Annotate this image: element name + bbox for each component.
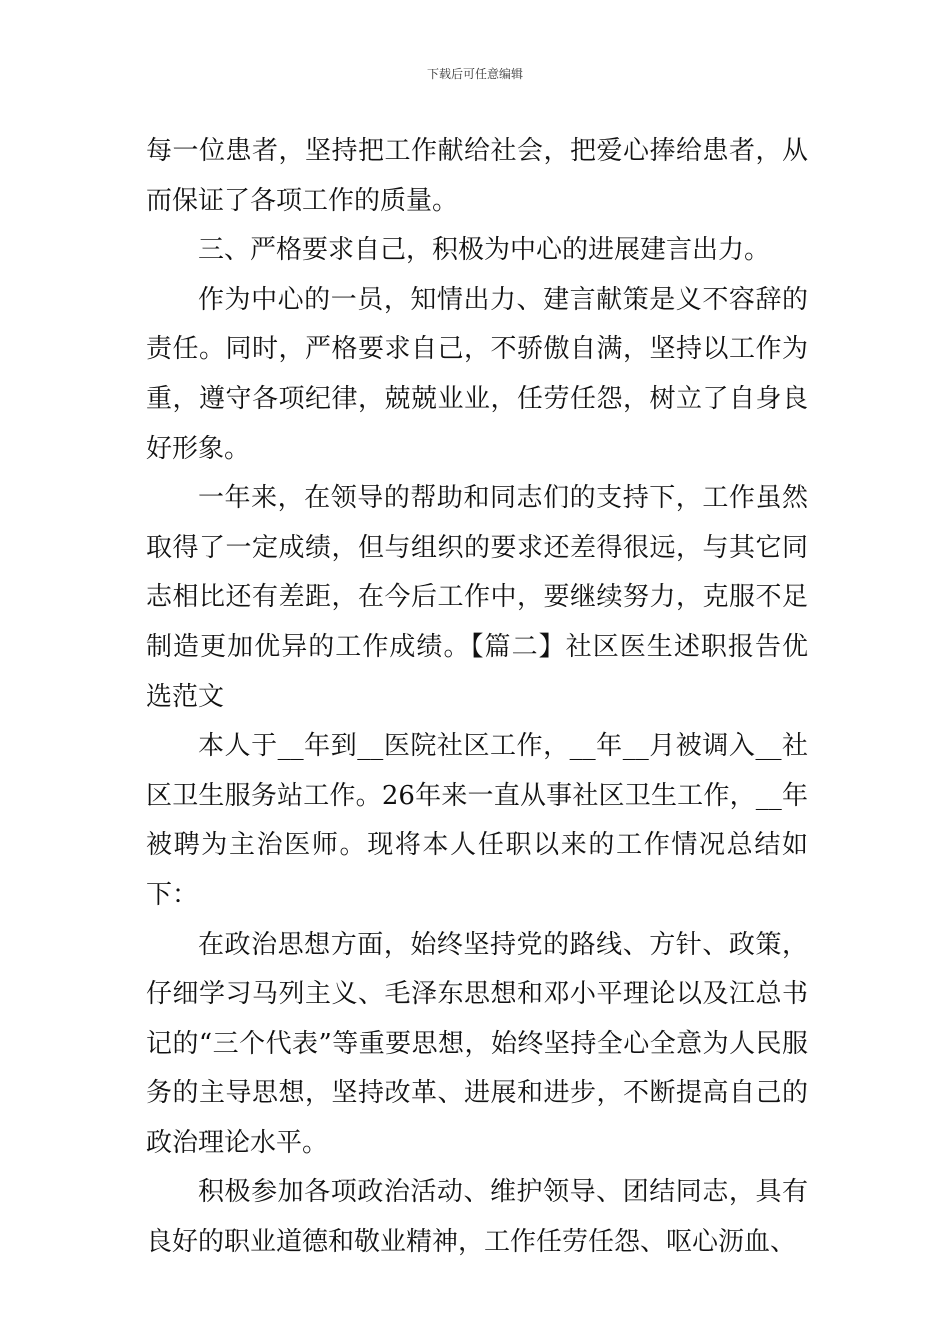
paragraph-5: 本人于__年到__医院社区工作，__年__月被调入__社区卫生服务站工作。26年来一直从事社区卫生工作，__年被聘为主治医师。现将本人任职以来的工作情况总结如下： — [146, 731, 808, 910]
paragraph-3: 作为中心的一员，知情出力、建言献策是义不容辞的责任。同时，严格要求自己，不骄傲自满，坚持以工作为重，遵守各项纪律，兢兢业业，任劳任怨，树立了自身良好形象。 — [146, 284, 808, 464]
paragraph-7: 积极参加各项政治活动、维护领导、团结同志，具有良好的职业道德和敬业精神，工作任劳任怨、呕心沥血、 — [146, 1177, 808, 1258]
paragraph-6: 在政治思想方面，始终坚持党的路线、方针、政策，仔细学习马列主义、毛泽东思想和邓小平理论以及江总书记的“三个代表”等重要思想，始终坚持全心全意为人民服务的主导思想，坚持改革、进展和进步，不断提高自己的政治理论水平。 — [146, 929, 808, 1158]
paragraph-1: 每一位患者，坚持把工作献给社会，把爱心捧给患者，从而保证了各项工作的质量。 — [146, 136, 808, 216]
page-header: 下载后可任意编辑 — [426, 67, 523, 81]
document-body — [146, 127, 808, 1268]
paragraph-4: 一年来，在领导的帮助和同志们的支持下，工作虽然取得了一定成绩，但与组织的要求还差得很远，与其它同志相比还有差距，在今后工作中，要继续努力，克服不足制造更加优异的工作成绩。【篇二】社区医生述职报告优选范文 — [146, 483, 808, 712]
paragraph-2: 三、严格要求自己，积极为中心的进展建言出力。 — [198, 235, 771, 266]
